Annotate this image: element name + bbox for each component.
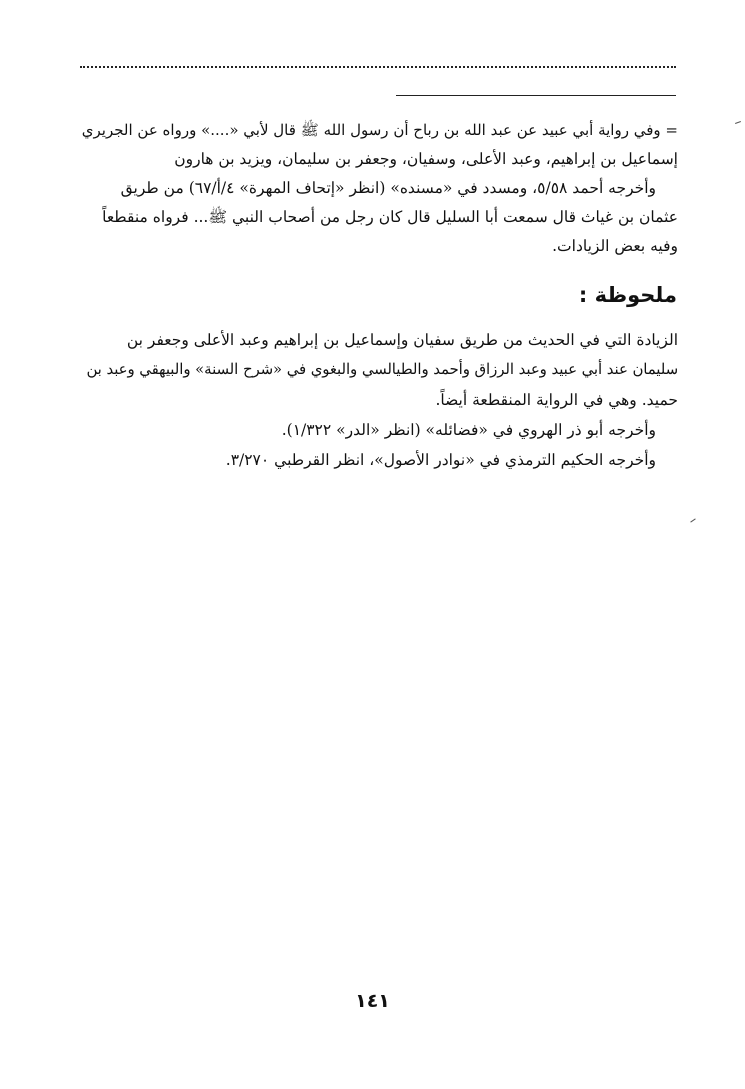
scan-speck <box>690 518 695 522</box>
text-line: عثمان بن غياث قال سمعت أبا السليل قال كان رجل من أصحاب النبي ﷺ... فرواه منقطعاً <box>102 208 678 226</box>
text-line: = وفي رواية أبي عبيد عن عبد الله بن رباح أن رسول الله ﷺ قال لأبي «....» ورواه عن الجريري <box>81 121 678 139</box>
text-line: الزيادة التي في الحديث من طريق سفيان وإسماعيل بن إبراهيم وعبد الأعلى وجعفر بن <box>126 331 678 349</box>
note-body <box>78 325 678 475</box>
text-line: إسماعيل بن إبراهيم، وعبد الأعلى، وسفيان، وجعفر بن سليمان، ويزيد بن هارون <box>174 150 678 168</box>
footnote-continuation <box>78 116 678 261</box>
footnote-separator-rule <box>396 95 676 96</box>
header-dotted-rule <box>80 66 676 68</box>
text-line: حميد. وهي في الرواية المنقطعة أيضاً. <box>435 391 678 409</box>
text-line: وأخرجه أحمد ٥/٥٨، ومسدد في «مسنده» (انظر «إتحاف المهرة» ٤/أ/٦٧) من طريق <box>120 179 656 197</box>
text-line: وفيه بعض الزيادات. <box>552 237 678 255</box>
scan-speck <box>735 121 741 124</box>
text-line: وأخرجه الحكيم الترمذي في «نوادر الأصول»، انظر القرطبي ٣/٢٧٠. <box>225 451 656 469</box>
text-line: وأخرجه أبو ذر الهروي في «فضائله» (انظر «الدر» ١/٣٢٢). <box>281 421 656 439</box>
note-heading: ملحوظة : <box>578 283 677 307</box>
page-number: ١٤١ <box>355 990 390 1012</box>
text-line: سليمان عند أبي عبيد وعبد الرزاق وأحمد والطيالسي والبغوي في «شرح السنة» والبيهقي وعبد بن <box>86 361 678 378</box>
